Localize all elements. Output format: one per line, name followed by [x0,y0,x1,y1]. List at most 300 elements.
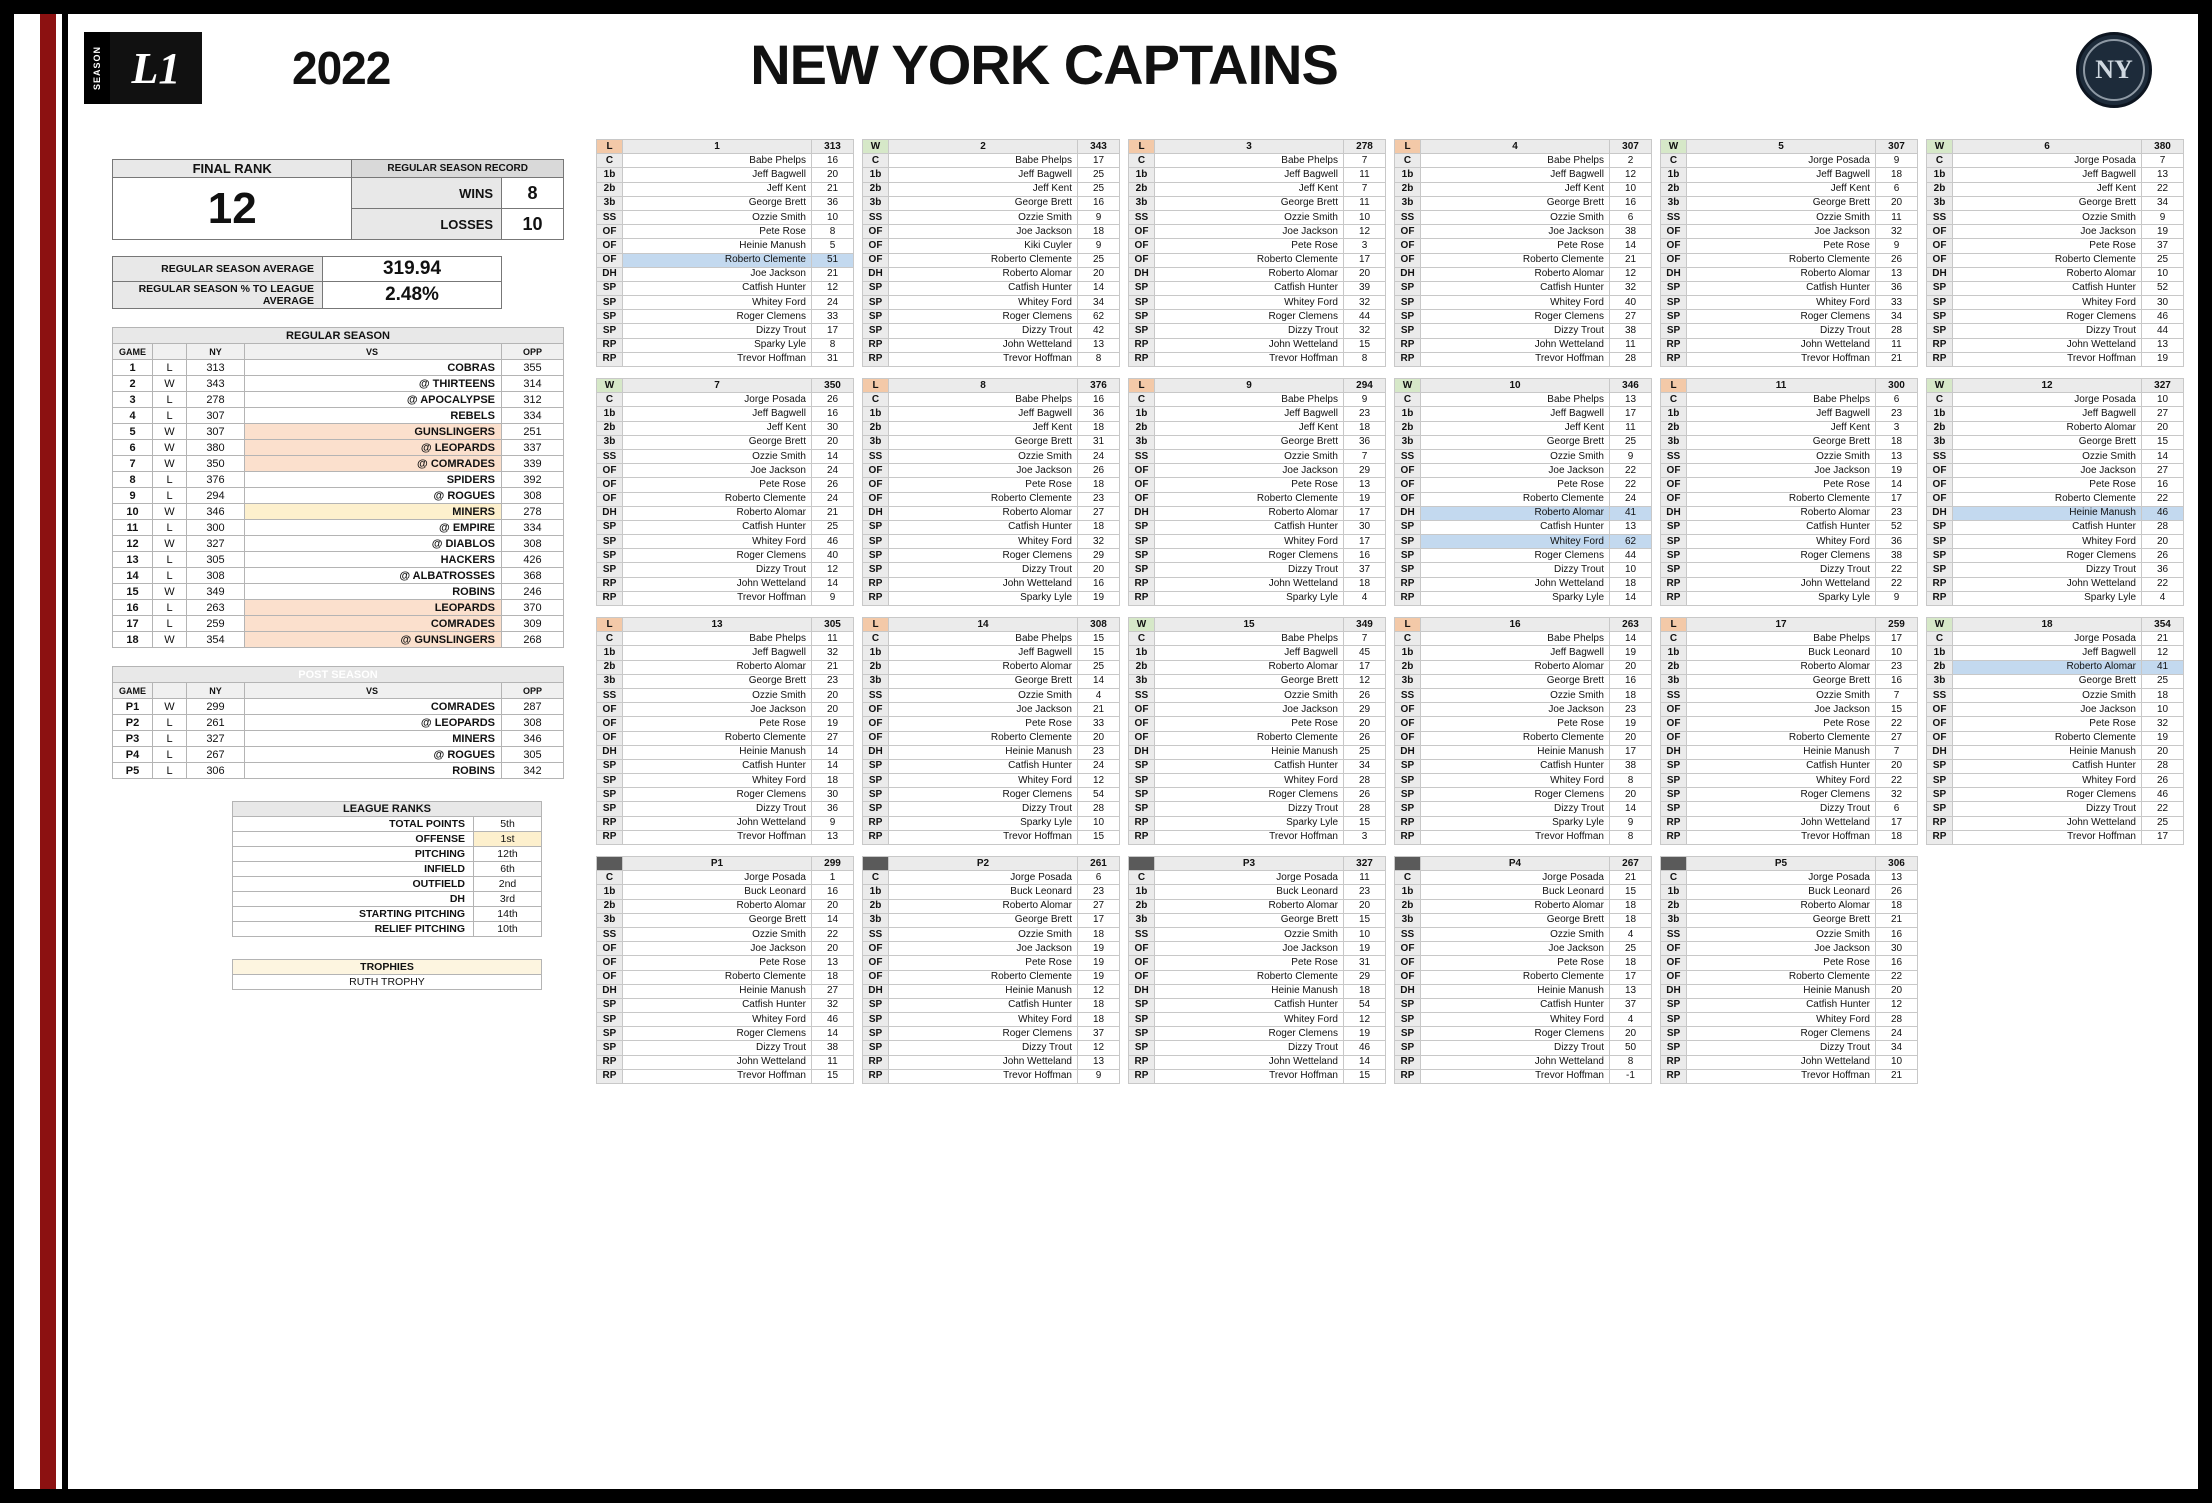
player-row [1661,970,1918,984]
player-points: 23 [1344,407,1386,421]
game-card[interactable] [596,139,854,367]
game-card[interactable] [1926,139,2184,367]
game-number: 11 [1687,379,1876,393]
player-points: 20 [1078,267,1120,281]
game-card[interactable] [1128,617,1386,845]
player-name: Dizzy Trout [1687,324,1876,338]
table-row[interactable] [113,632,564,648]
player-name: Trevor Hoffman [623,830,812,844]
game-card[interactable] [1660,378,1918,606]
table-row[interactable] [113,504,564,520]
player-row [863,956,1120,970]
player-name: Pete Rose [623,717,812,731]
league-rank-value: 5th [474,817,542,832]
player-name: John Wetteland [1687,577,1876,591]
player-name: Whitey Ford [889,774,1078,788]
player-name: Pete Rose [1421,717,1610,731]
game-card[interactable] [862,856,1120,1084]
player-points: 23 [1876,660,1918,674]
table-row[interactable] [113,392,564,408]
player-row [1395,281,1652,295]
table-row[interactable] [113,424,564,440]
player-row [1927,703,2184,717]
player-position: SS [597,688,623,702]
player-name: Joe Jackson [1421,942,1610,956]
player-name: Jorge Posada [1953,632,2142,646]
opponent-score: 337 [502,440,564,456]
player-position: 3b [597,196,623,210]
player-position: OF [1927,253,1953,267]
season-level-badge [84,32,202,104]
player-points: 22 [2142,492,2184,506]
table-row[interactable] [113,568,564,584]
player-name: Roberto Clemente [889,731,1078,745]
player-position: OF [1129,942,1155,956]
player-points: 12 [1876,998,1918,1012]
player-name: Jorge Posada [1155,871,1344,885]
game-score: 263 [1610,618,1652,632]
player-points: 30 [812,421,854,435]
ny-score: 305 [187,552,245,568]
player-row [597,1041,854,1055]
player-name: Roberto Alomar [889,660,1078,674]
player-points: 36 [1876,281,1918,295]
player-points: 34 [2142,196,2184,210]
player-row [1927,563,2184,577]
player-position: C [1395,871,1421,885]
player-position: RP [597,338,623,352]
player-row [597,591,854,605]
player-points: 18 [1876,830,1918,844]
player-row [1927,745,2184,759]
table-row[interactable] [113,747,564,763]
table-row[interactable] [113,408,564,424]
player-position: 2b [1927,182,1953,196]
player-points: 22 [1876,774,1918,788]
game-card[interactable] [862,617,1120,845]
player-row [863,506,1120,520]
ny-score: 259 [187,616,245,632]
player-points: 18 [1344,421,1386,435]
player-name: Babe Phelps [1155,632,1344,646]
player-name: Roberto Alomar [1687,267,1876,281]
player-position: 1b [1661,646,1687,660]
game-card[interactable] [862,139,1120,367]
player-row [863,984,1120,998]
player-row [1129,267,1386,281]
player-points: 14 [812,449,854,463]
player-position: RP [1661,591,1687,605]
player-row [1129,830,1386,844]
player-points: 17 [1876,492,1918,506]
player-position: RP [1661,352,1687,366]
player-points: 17 [1344,506,1386,520]
player-position: OF [597,942,623,956]
player-points: 19 [2142,731,2184,745]
player-row [863,942,1120,956]
ny-score: 354 [187,632,245,648]
player-position: SS [1395,449,1421,463]
player-points: 41 [1610,506,1652,520]
game-card[interactable] [1394,856,1652,1084]
player-position: RP [1927,338,1953,352]
table-row[interactable] [113,520,564,536]
player-points: 18 [1610,577,1652,591]
player-position: OF [1395,703,1421,717]
player-row [597,182,854,196]
player-points: 21 [812,182,854,196]
player-position: SP [597,759,623,773]
player-row [1395,196,1652,210]
game-card[interactable] [1926,617,2184,845]
player-points: 8 [812,338,854,352]
player-name: Whitey Ford [1421,296,1610,310]
player-row [1927,421,2184,435]
player-name: Roberto Alomar [1421,267,1610,281]
player-position: DH [1395,267,1421,281]
player-points: 17 [1610,745,1652,759]
player-position: SS [1395,927,1421,941]
player-position: DH [597,506,623,520]
player-position: OF [1129,253,1155,267]
table-row[interactable] [113,584,564,600]
player-name: Jeff Bagwell [1421,168,1610,182]
player-name: Trevor Hoffman [1421,830,1610,844]
table-row[interactable] [113,472,564,488]
player-row [1129,393,1386,407]
player-row [863,267,1120,281]
player-row [597,338,854,352]
player-name: Whitey Ford [1421,774,1610,788]
player-position: OF [597,239,623,253]
player-name: George Brett [1421,674,1610,688]
player-name: Whitey Ford [1687,535,1876,549]
player-position: SP [1661,310,1687,324]
player-position: DH [863,506,889,520]
player-row [1129,478,1386,492]
player-points: 25 [1078,168,1120,182]
player-position: SP [1661,281,1687,295]
player-row [1129,196,1386,210]
player-row [863,703,1120,717]
player-points: 38 [1876,549,1918,563]
game-result: L [153,568,187,584]
player-points: 23 [1876,506,1918,520]
player-row [597,956,854,970]
table-row[interactable] [113,763,564,779]
player-name: John Wetteland [889,338,1078,352]
pct-league-average-label: REGULAR SEASON % TO LEAGUE AVERAGE [113,282,323,309]
player-name: Roger Clemens [623,549,812,563]
player-row [863,1069,1120,1083]
player-row [597,1013,854,1027]
player-name: Buck Leonard [623,885,812,899]
player-points: 22 [1876,970,1918,984]
player-row [1395,970,1652,984]
game-number: 15 [113,584,153,600]
player-points: 14 [2142,449,2184,463]
player-points: 4 [2142,591,2184,605]
player-name: Jeff Bagwell [1421,407,1610,421]
game-result: L [153,715,187,731]
player-row [1395,816,1652,830]
table-row[interactable] [113,552,564,568]
player-name: Dizzy Trout [889,324,1078,338]
player-points: 19 [812,717,854,731]
player-position: OF [1661,717,1687,731]
player-position: OF [1395,253,1421,267]
player-name: Jeff Bagwell [1155,407,1344,421]
opponent-name: @ GUNSLINGERS [245,632,502,648]
player-position: OF [1661,942,1687,956]
player-row [863,688,1120,702]
player-row [1661,449,1918,463]
player-row [1129,674,1386,688]
player-position: 2b [863,421,889,435]
player-row [863,296,1120,310]
ny-score: 278 [187,392,245,408]
player-name: Buck Leonard [1687,885,1876,899]
player-position: C [863,632,889,646]
player-position: SP [1927,324,1953,338]
player-points: 22 [2142,577,2184,591]
game-card[interactable] [1128,856,1386,1084]
player-name: Ozzie Smith [1421,449,1610,463]
player-position: 1b [863,168,889,182]
player-name: Roger Clemens [1155,788,1344,802]
player-name: Roberto Alomar [1953,421,2142,435]
player-name: Roberto Alomar [1421,660,1610,674]
player-name: Whitey Ford [1953,296,2142,310]
game-card[interactable] [1926,378,2184,606]
table-row[interactable] [113,440,564,456]
player-position: RP [1395,830,1421,844]
player-name: Ozzie Smith [1155,688,1344,702]
table-row[interactable] [113,616,564,632]
player-name: Jeff Kent [1155,421,1344,435]
player-row [1395,563,1652,577]
player-row [1661,296,1918,310]
player-row [1661,577,1918,591]
player-position: SP [597,998,623,1012]
player-points: 10 [1610,182,1652,196]
player-name: Joe Jackson [1421,225,1610,239]
player-row [597,281,854,295]
game-card[interactable] [1128,139,1386,367]
player-points: 9 [2142,210,2184,224]
player-row [863,871,1120,885]
player-name: Ozzie Smith [889,688,1078,702]
game-card[interactable] [1660,139,1918,367]
player-row [1661,745,1918,759]
player-position: SS [1661,688,1687,702]
table-row[interactable] [113,456,564,472]
player-points: 41 [2142,660,2184,674]
player-row [1395,703,1652,717]
player-position: RP [1129,830,1155,844]
player-points: 51 [812,253,854,267]
table-row[interactable] [113,731,564,747]
table-row[interactable] [113,376,564,392]
player-row [597,296,854,310]
final-rank-label: FINAL RANK [113,160,352,178]
player-position: 3b [1129,196,1155,210]
player-name: Dizzy Trout [623,802,812,816]
player-points: 15 [1078,632,1120,646]
player-name: Heinie Manush [1421,745,1610,759]
player-name: Catfish Hunter [1953,281,2142,295]
game-card[interactable] [1394,617,1652,845]
player-points: 36 [2142,563,2184,577]
game-result: L [153,763,187,779]
player-points: 9 [1078,210,1120,224]
player-name: Roberto Alomar [889,899,1078,913]
player-position: 2b [1395,660,1421,674]
player-row [1927,393,2184,407]
player-position: OF [1395,731,1421,745]
player-points: 36 [1078,407,1120,421]
game-number: 10 [113,504,153,520]
player-position: SS [1927,210,1953,224]
player-position: OF [1395,942,1421,956]
table-row[interactable] [113,600,564,616]
player-row [1395,168,1652,182]
player-row [1661,688,1918,702]
player-name: Pete Rose [1687,956,1876,970]
player-points: 28 [1876,324,1918,338]
player-position: C [1129,393,1155,407]
game-number: 2 [113,376,153,392]
player-points: 7 [2142,154,2184,168]
player-name: Catfish Hunter [1421,520,1610,534]
player-row [1927,324,2184,338]
player-name: Whitey Ford [1687,1013,1876,1027]
player-row [597,717,854,731]
player-name: Pete Rose [1421,239,1610,253]
player-position: 2b [1661,421,1687,435]
game-card[interactable] [1128,378,1386,606]
game-number: 11 [113,520,153,536]
player-name: Joe Jackson [1687,703,1876,717]
player-position: 1b [863,407,889,421]
game-score: 278 [1344,140,1386,154]
player-row [863,154,1120,168]
table-row[interactable] [113,536,564,552]
table-row[interactable] [113,699,564,715]
player-position: SP [1395,563,1421,577]
player-row [863,632,1120,646]
player-name: Jeff Bagwell [889,168,1078,182]
game-card[interactable] [1394,139,1652,367]
player-row [863,520,1120,534]
final-rank-value: 12 [113,178,352,240]
game-result: L [153,552,187,568]
player-points: 26 [1344,788,1386,802]
player-name: Whitey Ford [623,1013,812,1027]
player-position: SS [1661,210,1687,224]
player-row [1661,816,1918,830]
player-row [1927,435,2184,449]
player-row [597,970,854,984]
opponent-score: 309 [502,616,564,632]
league-rank-row [233,922,542,937]
player-row [1395,802,1652,816]
player-name: John Wetteland [1953,338,2142,352]
player-name: George Brett [623,913,812,927]
player-points: 26 [812,478,854,492]
game-card[interactable] [862,378,1120,606]
player-name: Roberto Clemente [623,731,812,745]
player-row [1927,816,2184,830]
player-position: OF [1129,492,1155,506]
player-position: SP [863,296,889,310]
player-points: 15 [1344,816,1386,830]
game-number: 14 [889,618,1078,632]
game-card[interactable] [596,617,854,845]
player-name: Babe Phelps [623,154,812,168]
league-rank-value: 10th [474,922,542,937]
league-rank-row [233,877,542,892]
player-points: 7 [1344,449,1386,463]
player-position: RP [1395,816,1421,830]
player-points: 13 [1610,520,1652,534]
player-name: Roger Clemens [1421,1027,1610,1041]
player-row [863,927,1120,941]
player-position: 2b [597,421,623,435]
player-name: Roger Clemens [889,549,1078,563]
ny-score: 327 [187,536,245,552]
player-row [1661,210,1918,224]
player-points: 28 [2142,759,2184,773]
table-row[interactable] [113,715,564,731]
player-row [863,885,1120,899]
player-position: SP [1129,788,1155,802]
player-row [1927,239,2184,253]
player-points: 20 [1876,759,1918,773]
table-row[interactable] [113,360,564,376]
player-points: 28 [2142,520,2184,534]
player-row [1927,577,2184,591]
player-name: Roberto Alomar [623,506,812,520]
opponent-score: 278 [502,504,564,520]
table-row[interactable] [113,488,564,504]
player-position: OF [1395,717,1421,731]
player-points: 2 [1610,154,1652,168]
player-position: C [1927,632,1953,646]
game-card[interactable] [596,378,854,606]
player-name: Joe Jackson [1155,703,1344,717]
player-position: SP [1661,1041,1687,1055]
player-name: Joe Jackson [623,942,812,956]
player-name: Ozzie Smith [1953,210,2142,224]
player-row [1395,549,1652,563]
player-points: 16 [1610,196,1652,210]
game-card[interactable] [1394,378,1652,606]
game-card[interactable] [1660,617,1918,845]
player-position: DH [1129,745,1155,759]
player-position: DH [863,984,889,998]
player-points: 12 [812,563,854,577]
player-position: 3b [1927,435,1953,449]
game-result: L [153,520,187,536]
player-position: C [597,154,623,168]
player-name: Babe Phelps [1421,393,1610,407]
player-row [1661,703,1918,717]
game-card[interactable] [596,856,854,1084]
game-card[interactable] [1660,856,1918,1084]
player-position: OF [1661,478,1687,492]
player-name: Babe Phelps [1421,632,1610,646]
